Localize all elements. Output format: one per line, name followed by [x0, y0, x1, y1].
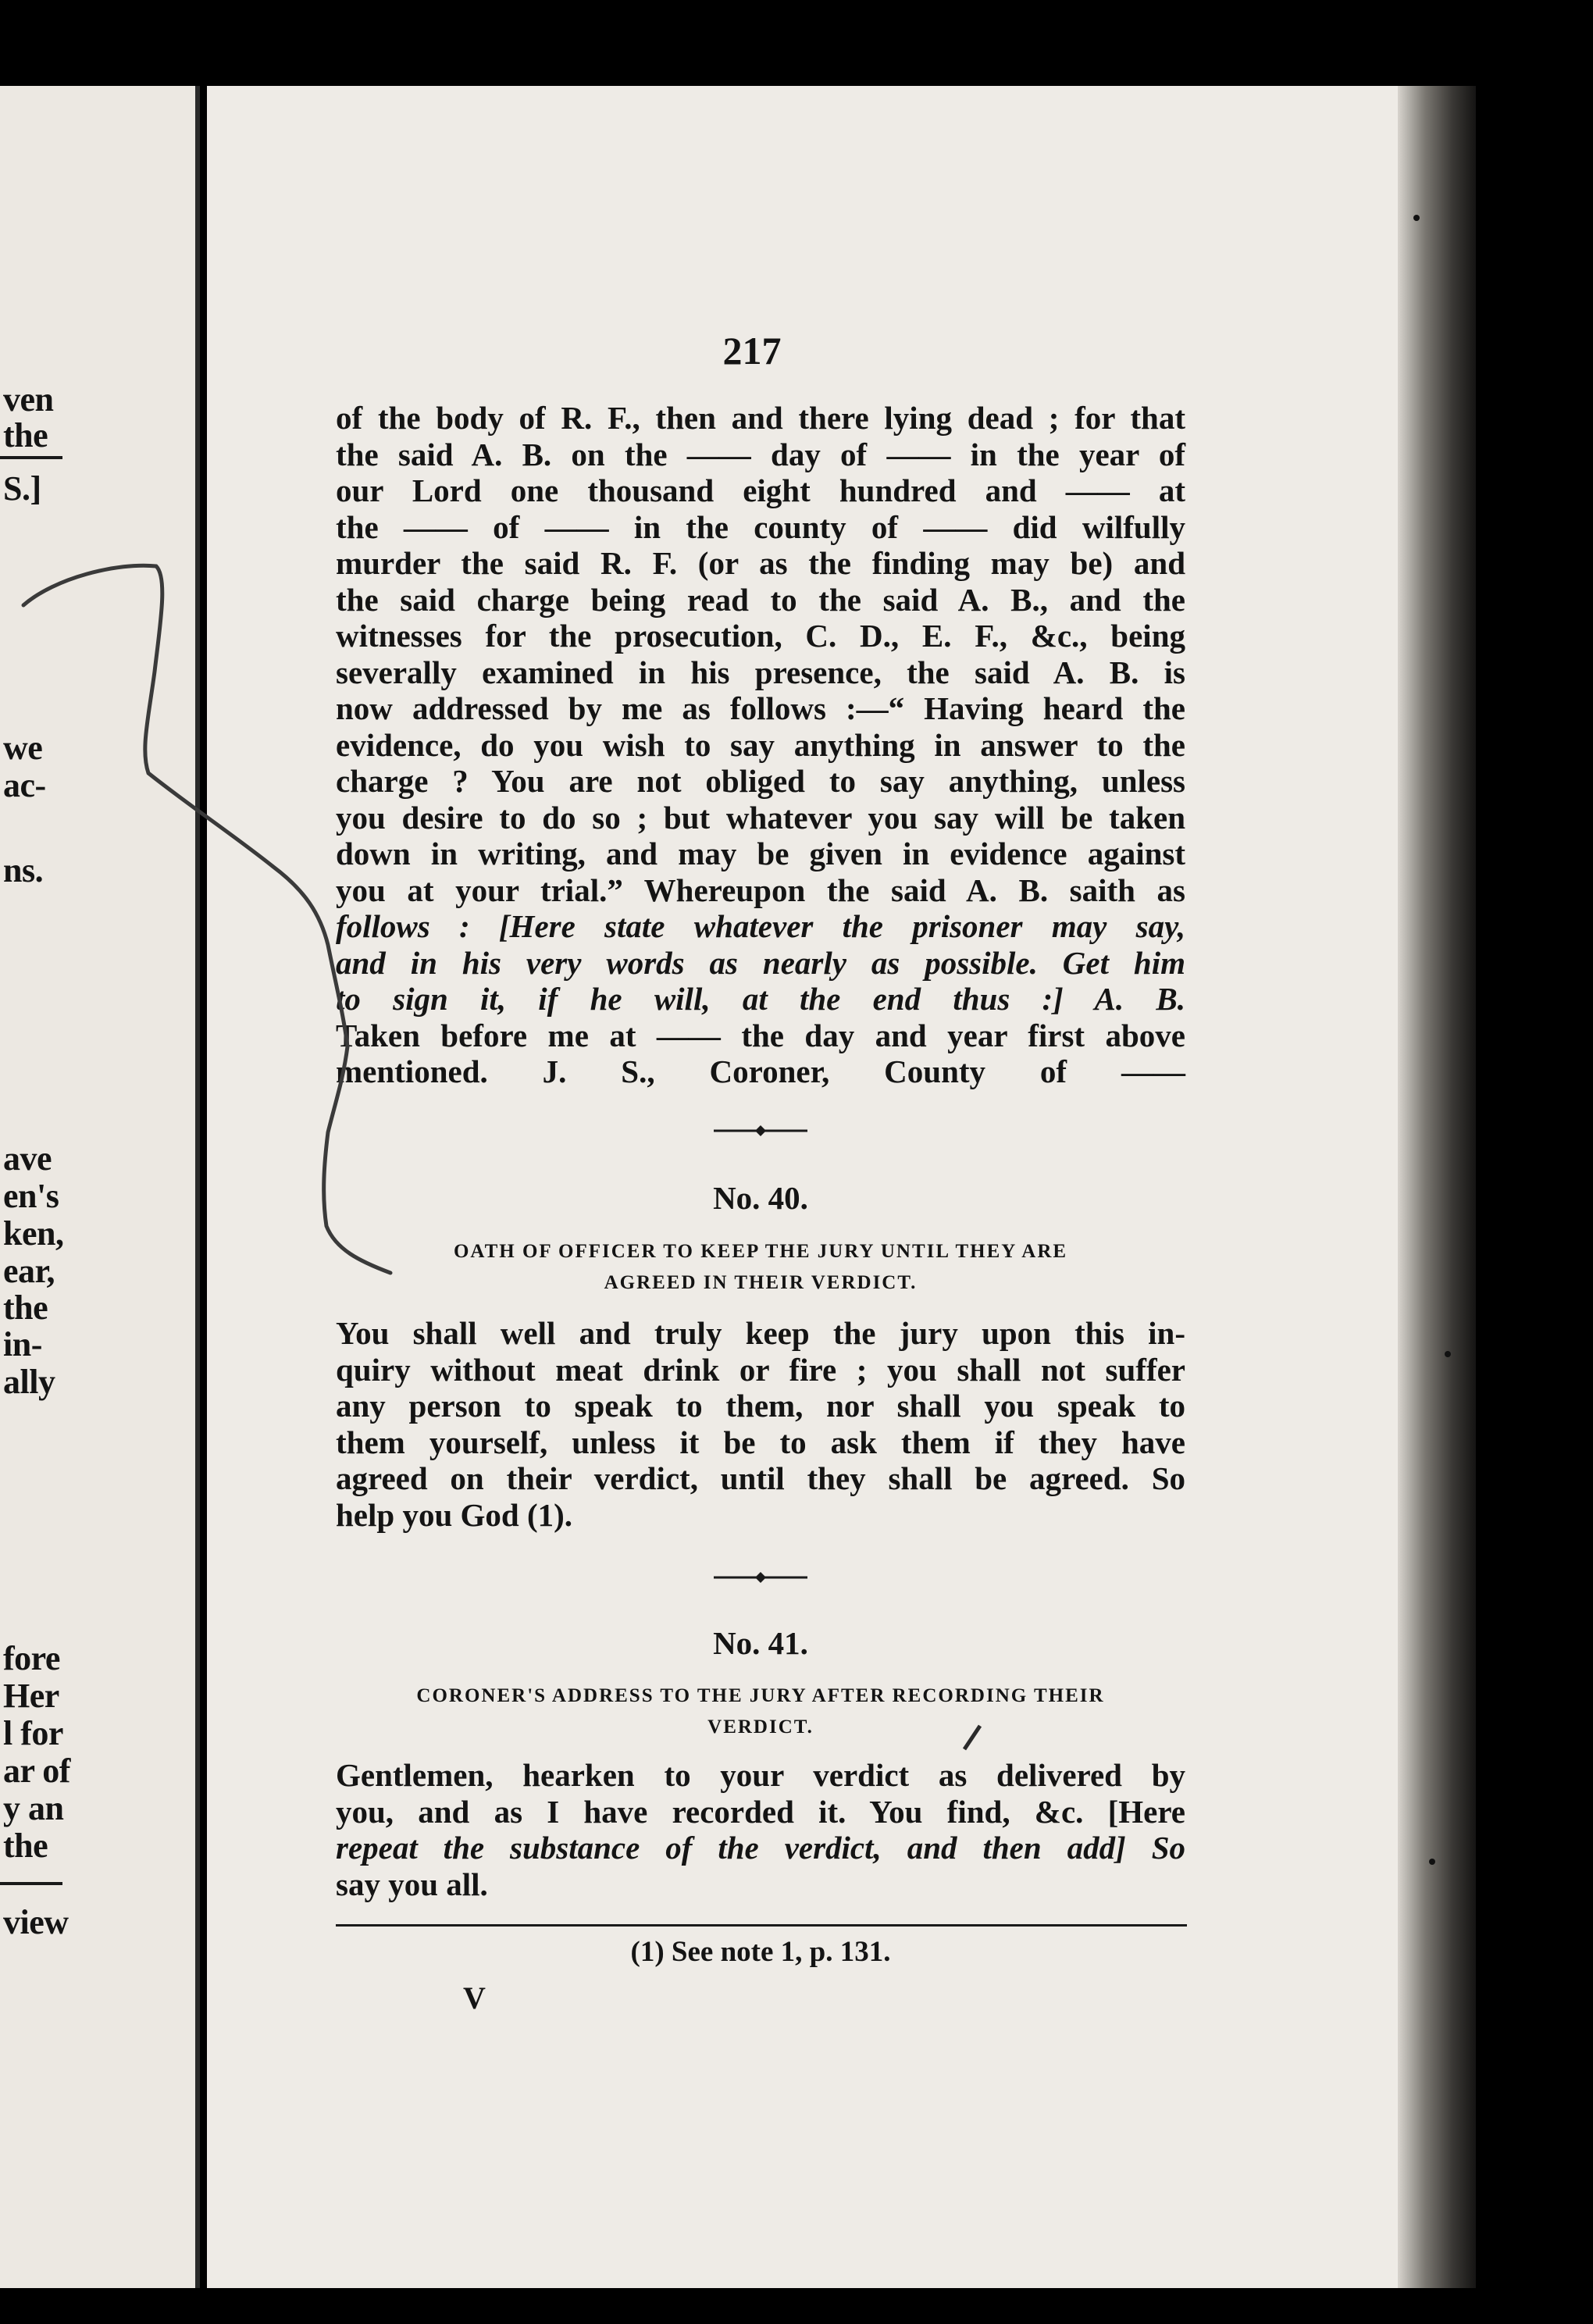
section-title-40 [367, 1236, 1154, 1299]
text-line: you at your trial.” Whereupon the said A. B. saith as [336, 872, 1185, 908]
edge-speck [1413, 215, 1420, 221]
text-line: help you God (1). [336, 1496, 572, 1533]
section-title-line: AGREED IN THEIR VERDICT. [604, 1272, 918, 1293]
text-line: the said A. B. on the —— day of —— in the year of [336, 436, 1185, 472]
left-fragment: we [3, 729, 43, 767]
text-line: witnesses for the prosecution, C. D., E. F., &c., being [336, 618, 1185, 654]
text-line: the —— of —— in the county of —— did wilfully [336, 508, 1185, 545]
text-line: mentioned. J. S., Coroner, County of —— [336, 1053, 1185, 1089]
text-line: Gentlemen, hearken to your verdict as delivered by [336, 1757, 1185, 1793]
text-line: any person to speak to them, nor shall you speak to [336, 1388, 1185, 1424]
paragraph-deposition [336, 400, 1185, 1090]
left-fragment: ally [3, 1363, 55, 1401]
ornament-divider [714, 1125, 807, 1136]
section-title-line: VERDICT. [707, 1716, 814, 1738]
text-line: severally examined in his presence, the said A. B. is [336, 654, 1185, 690]
left-fragment: ken, [3, 1214, 64, 1253]
paragraph-oath [336, 1315, 1185, 1533]
text-line: to sign it, if he will, at the end thus :] A. B. [336, 981, 1185, 1017]
left-fragment: the [3, 1827, 48, 1865]
section-title-line: CORONER'S ADDRESS TO THE JURY AFTER RECORDING THEIR [416, 1685, 1105, 1706]
left-fragment: the [3, 416, 48, 454]
page-number: 217 [722, 329, 782, 372]
text-line: and in his very words as nearly as possible. Get him [336, 944, 1185, 981]
left-fragment: y an [3, 1789, 64, 1827]
text-line: quiry without meat drink or fire ; you shall not suffer [336, 1351, 1185, 1388]
edge-speck [1445, 1351, 1451, 1357]
footnote-rule [336, 1924, 1187, 1927]
left-fragment: Her [3, 1677, 59, 1715]
text-line: down in writing, and may be given in evidence against [336, 836, 1185, 872]
left-fragment: l for [3, 1714, 63, 1752]
text-line: the said charge being read to the said A. B., and the [336, 581, 1185, 618]
left-fragment: ear, [3, 1252, 55, 1290]
footnote: (1) See note 1, p. 131. [630, 1936, 891, 1968]
ornament-divider [714, 1572, 807, 1583]
section-title-41 [367, 1681, 1154, 1743]
left-fragment: fore [3, 1639, 60, 1677]
section-number-40: No. 40. [713, 1180, 808, 1216]
text-line: repeat the substance of the verdict, and then add] So [336, 1830, 1185, 1866]
left-fragment: S.] [3, 469, 41, 508]
text-line: them yourself, unless it be to ask them if they have [336, 1424, 1185, 1460]
left-rule [0, 1882, 62, 1885]
text-line: You shall well and truly keep the jury upon this in- [336, 1315, 1185, 1351]
text-line: our Lord one thousand eight hundred and —— at [336, 472, 1185, 508]
page-edge [1398, 86, 1476, 2288]
text-line: of the body of R. F., then and there lying dead ; for that [336, 400, 1185, 436]
text-line: you, and as I have recorded it. You find, &c. [Here [336, 1793, 1185, 1830]
text-line: evidence, do you wish to say anything in answer to the [336, 726, 1185, 763]
text-line: follows : [Here state whatever the prisoner may say, [336, 908, 1185, 944]
left-fragment: view [3, 1903, 69, 1941]
text-line: agreed on their verdict, until they shall be agreed. So [336, 1460, 1185, 1496]
left-fragment: ac- [3, 766, 46, 804]
text-line: now addressed by me as follows :—“ Having heard the [336, 690, 1185, 726]
left-fragment: ven [3, 380, 54, 419]
text-line: murder the said R. F. (or as the finding may be) and [336, 545, 1185, 581]
left-rule [0, 456, 62, 459]
text-line: Taken before me at —— the day and year first above [336, 1017, 1185, 1053]
left-fragment: ns. [3, 851, 44, 889]
section-number-41: No. 41. [713, 1625, 808, 1661]
text-line: charge ? You are not obliged to say anything, unless [336, 763, 1185, 799]
edge-speck [1429, 1859, 1435, 1865]
left-fragment: ar of [3, 1752, 70, 1790]
signature-mark: V [463, 1980, 486, 2016]
left-page-fragment [0, 86, 200, 2288]
text-line: say you all. [336, 1866, 488, 1902]
left-fragment: en's [3, 1177, 59, 1215]
section-title-line: OATH OF OFFICER TO KEEP THE JURY UNTIL THEY ARE [453, 1241, 1068, 1262]
left-fragment: in- [3, 1325, 42, 1363]
left-fragment: the [3, 1289, 48, 1327]
left-fragment: ave [3, 1139, 52, 1178]
text-line: you desire to do so ; but whatever you say will be taken [336, 799, 1185, 836]
paragraph-address [336, 1757, 1185, 1902]
